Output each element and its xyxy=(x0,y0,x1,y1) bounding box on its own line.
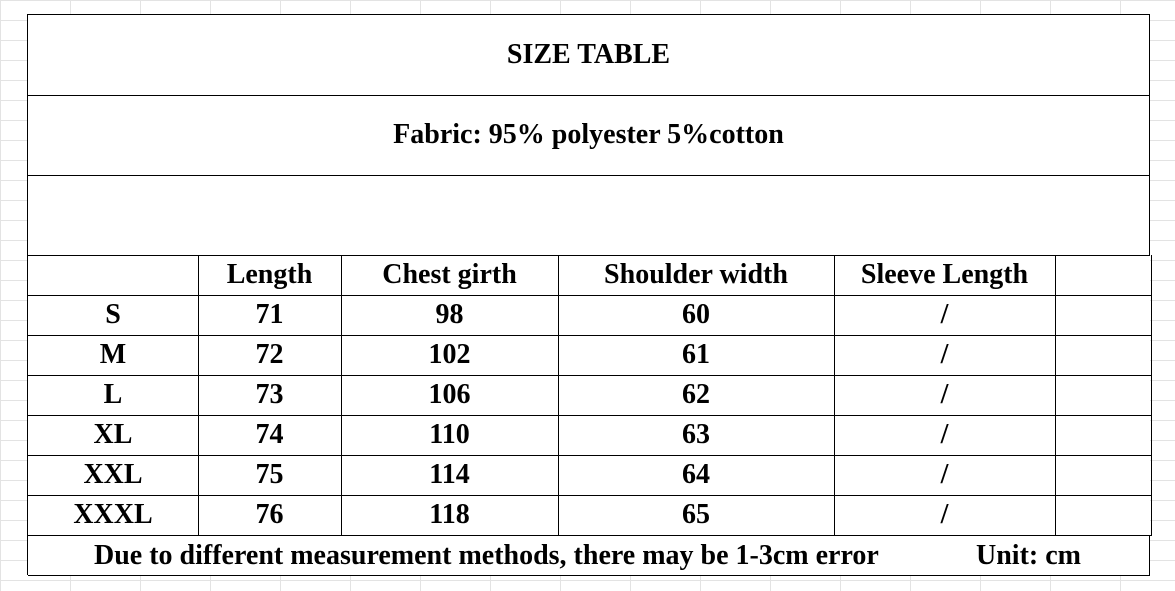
cell-chest-girth: 118 xyxy=(341,495,559,536)
size-table xyxy=(27,14,1150,575)
cell-chest-girth: 98 xyxy=(341,295,559,336)
cell-extra xyxy=(1055,375,1152,416)
cell-shoulder-width: 63 xyxy=(558,415,835,456)
cell-chest-girth: 114 xyxy=(341,455,559,496)
cell-shoulder-width: 60 xyxy=(558,295,835,336)
cell-length: 74 xyxy=(198,415,342,456)
cell-length: 73 xyxy=(198,375,342,416)
cell-size: L xyxy=(28,375,199,416)
unit-label: Unit: cm xyxy=(976,540,1081,571)
cell-shoulder-width: 64 xyxy=(558,455,835,496)
header-cell-chest-girth: Chest girth xyxy=(341,255,559,296)
cell-shoulder-width: 61 xyxy=(558,335,835,376)
cell-sleeve-length: / xyxy=(834,415,1056,456)
cell-length: 71 xyxy=(198,295,342,336)
cell-extra xyxy=(1055,295,1152,336)
footer-row xyxy=(28,535,1150,576)
cell-extra xyxy=(1055,455,1152,496)
cell-sleeve-length: / xyxy=(834,295,1056,336)
header-cell-extra xyxy=(1055,255,1152,296)
blank-row xyxy=(28,175,1150,256)
cell-extra xyxy=(1055,415,1152,456)
cell-size: XXXL xyxy=(28,495,199,536)
cell-chest-girth: 110 xyxy=(341,415,559,456)
fabric-info: Fabric: 95% polyester 5%cotton xyxy=(28,95,1150,176)
header-cell-length: Length xyxy=(198,255,342,296)
table-title: SIZE TABLE xyxy=(28,15,1150,96)
cell-chest-girth: 102 xyxy=(341,335,559,376)
cell-length: 75 xyxy=(198,455,342,496)
cell-chest-girth: 106 xyxy=(341,375,559,416)
cell-sleeve-length: / xyxy=(834,375,1056,416)
cell-sleeve-length: / xyxy=(834,495,1056,536)
cell-size: XL xyxy=(28,415,199,456)
cell-extra xyxy=(1055,495,1152,536)
cell-shoulder-width: 62 xyxy=(558,375,835,416)
cell-size: S xyxy=(28,295,199,336)
cell-sleeve-length: / xyxy=(834,335,1056,376)
header-cell-shoulder-width: Shoulder width xyxy=(558,255,835,296)
cell-extra xyxy=(1055,335,1152,376)
cell-length: 72 xyxy=(198,335,342,376)
cell-sleeve-length: / xyxy=(834,455,1056,496)
measurement-note: Due to different measurement methods, there may be 1-3cm error xyxy=(94,540,879,571)
header-cell-sleeve-length: Sleeve Length xyxy=(834,255,1056,296)
header-cell-size xyxy=(28,255,199,296)
cell-shoulder-width: 65 xyxy=(558,495,835,536)
cell-size: M xyxy=(28,335,199,376)
cell-length: 76 xyxy=(198,495,342,536)
cell-size: XXL xyxy=(28,455,199,496)
